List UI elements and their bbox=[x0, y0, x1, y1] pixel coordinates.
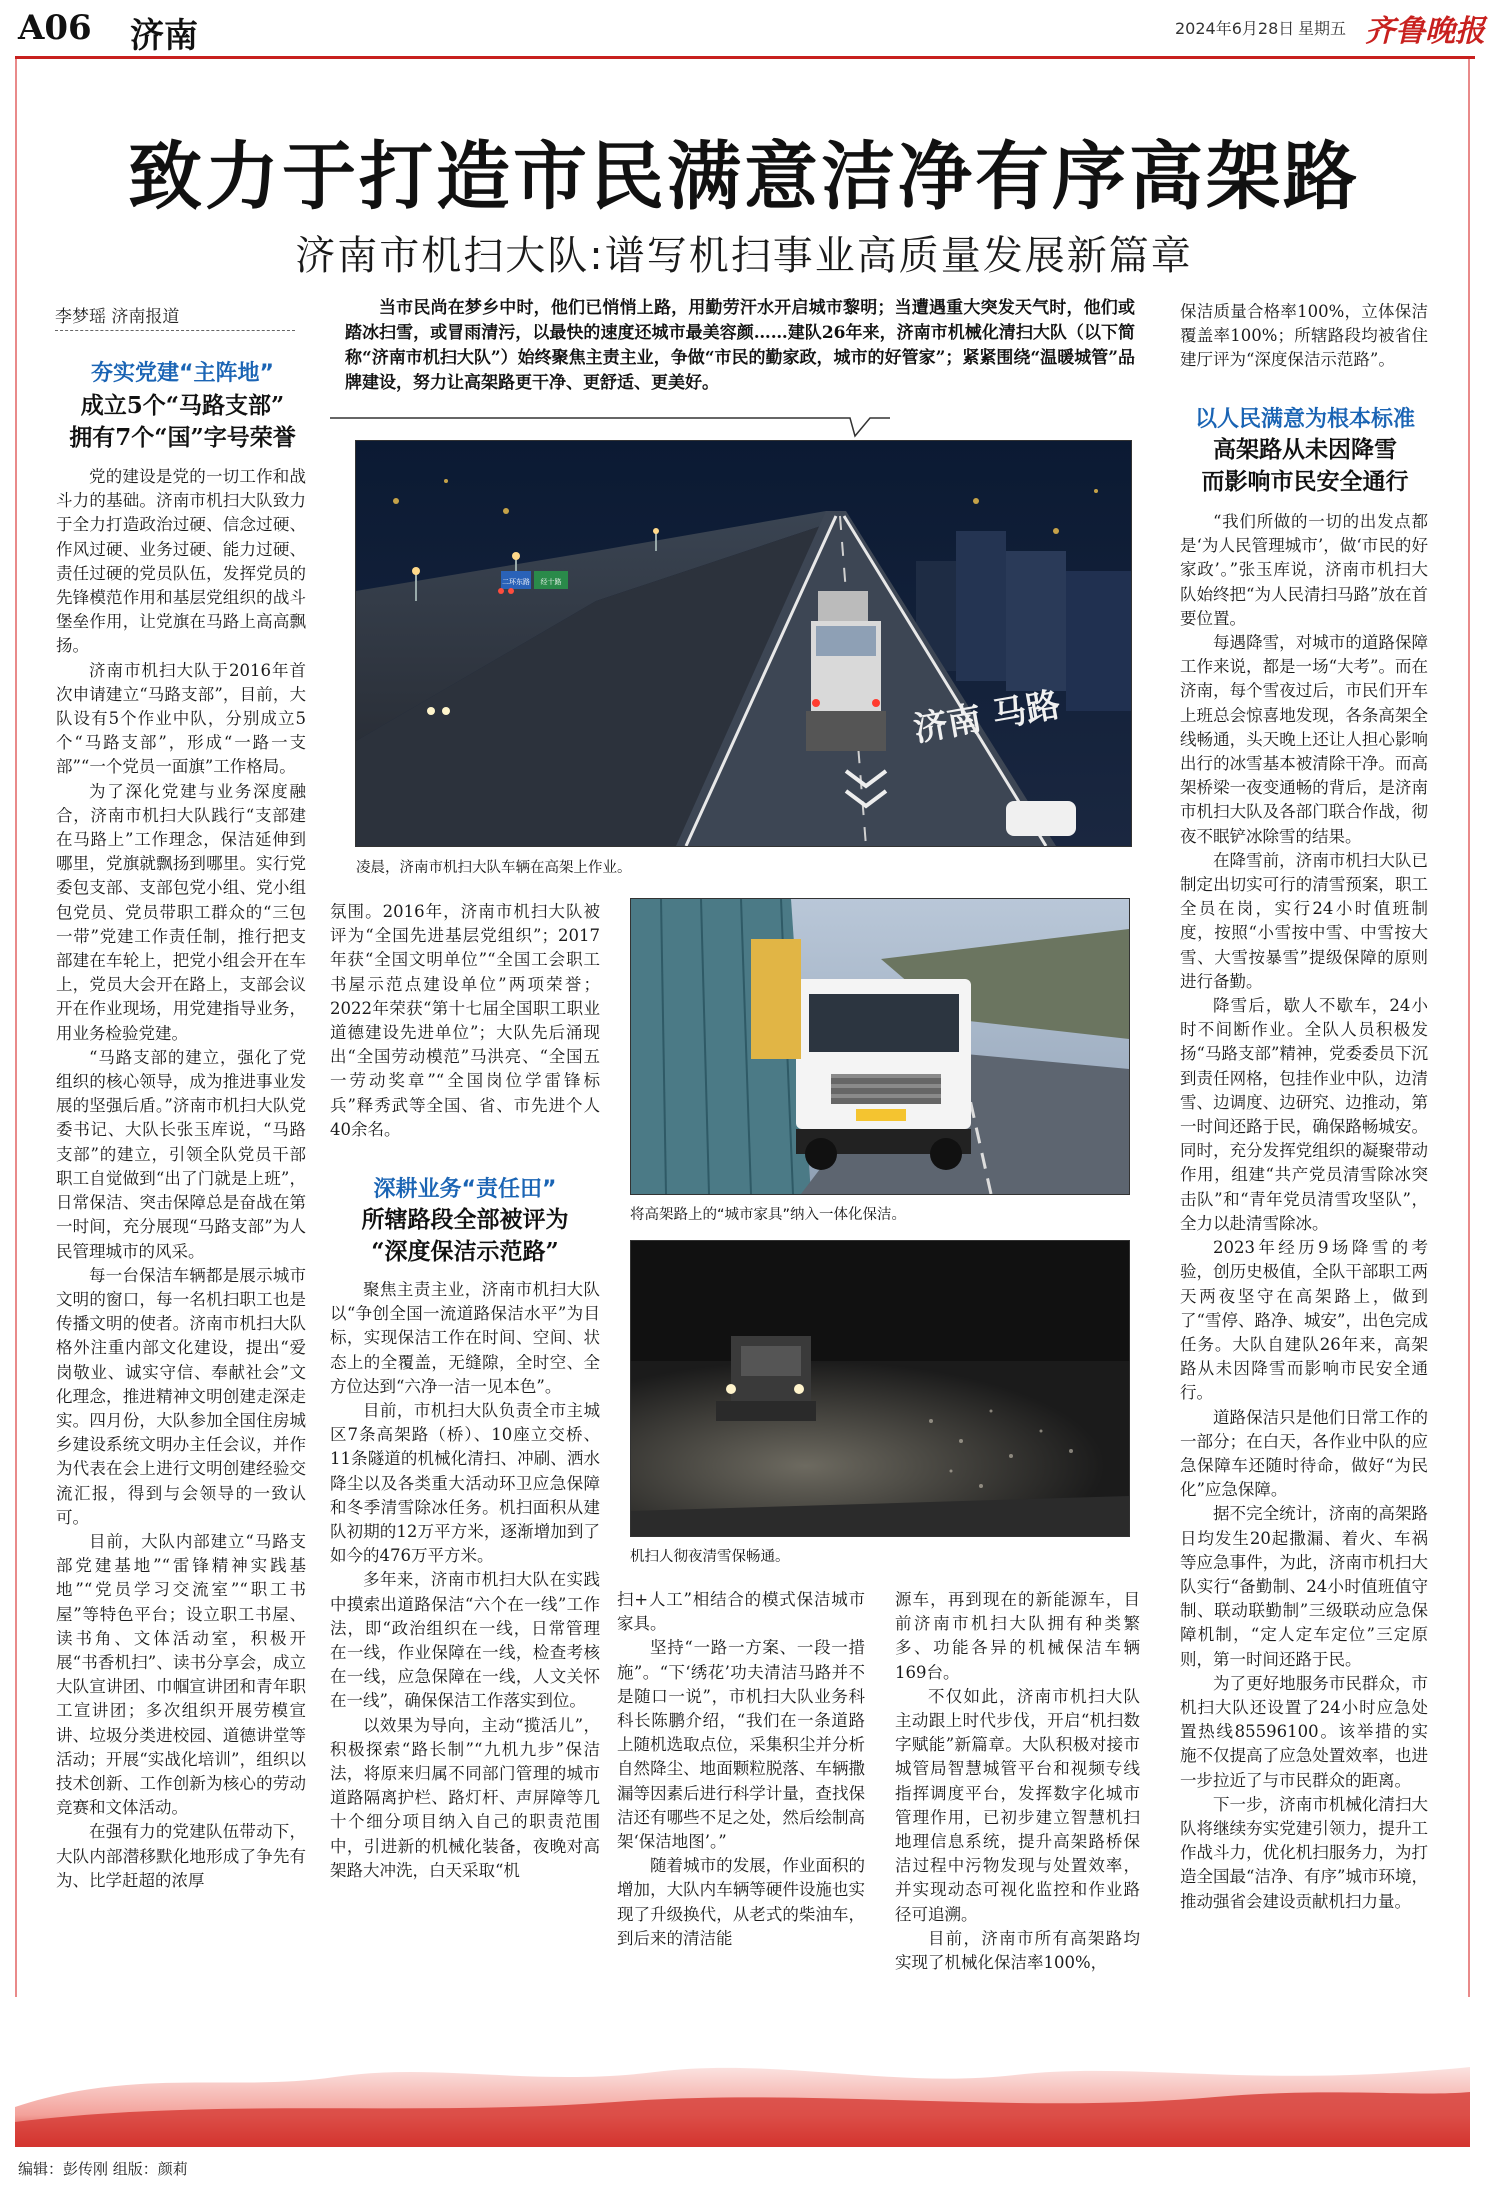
paragraph: 下一步，济南市机械化清扫大队将继续夯实党建引领力，提升工作战斗力，优化机扫服务力，为打造全国最“洁净、有序”城市环境，推动强省会建设贡献机扫力量。 bbox=[1180, 1794, 1428, 1911]
paragraph: 目前，市机扫大队负责全市主城区7条高架路（桥）、10座立交桥、11条隧道的机械化清扫、冲刷、洒水降尘以及各类重大活动环卫应急保障和冬季清雪除冰任务。机扫面积从建队初期的12万平方米，逐渐增加到了如今的476万平方米。 bbox=[330, 1401, 600, 1566]
paragraph: 据不完全统计，济南的高架路日均发生20起撒漏、着火、车祸等应急事件，为此，济南市机扫大队实行“备勤制、24小时值班值守制、联动联勤制”三级联动应急保障机制，“定人定车定位”三定原则，第一时间还路于民。 bbox=[1180, 1504, 1428, 1669]
paragraph: “我们所做的一切的出发点都是‘为人民管理城市’，做‘市民的好家政’。”张玉库说，济南市机扫大队始终把“为人民清扫马路”放在首要位置。 bbox=[1180, 512, 1428, 628]
road-marking: 济南 马路 bbox=[910, 684, 1064, 750]
column-1-body bbox=[56, 465, 306, 1893]
paragraph: 降雪后，歇人不歇车，24小时不间断作业。全队人员积极发扬“马路支部”精神，党委委员下沉到责任网格，包挂作业中队，边清雪、边调度、边研究、边推动，第一时间还路于民，确保路畅城安。同时，充分发挥党组织的凝聚带动作用，组建“共产党员清雪除冰突击队”和“青年党员清雪攻坚队”，全力以赴清雪除冰。 bbox=[1180, 996, 1428, 1233]
paragraph: 在强有力的党建队伍带动下，大队内部潜移默化地形成了争先有为、比学赶超的浓厚 bbox=[56, 1822, 306, 1890]
column-5-body bbox=[1180, 510, 1428, 1914]
headline: 致力于打造市民满意洁净有序高架路 bbox=[128, 134, 1360, 220]
paragraph: 源车，再到现在的新能源车，目前济南市机扫大队拥有种类繁多、功能各异的机械保洁车辆169台。 bbox=[895, 1590, 1140, 1682]
paragraph: 为了更好地服务市民群众，市机扫大队还设置了24小时应急处置热线85596100。该举措的实施不仅提高了应急处置效率，也进一步拉近了与市民群众的距离。 bbox=[1180, 1673, 1428, 1790]
subheadline: 济南市机扫大队:谱写机扫事业高质量发展新篇章 bbox=[295, 233, 1193, 279]
bottom-decoration-band bbox=[15, 1997, 1470, 2147]
paragraph: 不仅如此，济南市机扫大队主动跟上时代步伐，开启“机扫数字赋能”新篇章。大队积极对接市城管局智慧城管平台和视频专线指挥调度平台，发挥数字化城市管理作用，已初步建立智慧机扫地理信息系统，提升高架路桥保洁过程中污物发现与处置效率，并实现动态可视化监控和作业路径可追溯。 bbox=[895, 1686, 1140, 1924]
page-number: A06 bbox=[18, 8, 92, 48]
paragraph: 2023年经历9场降雪的考验，创历史极值，全队干部职工两天两夜坚守在高架路上，做到了“雪停、路净、城安”，出色完成任务。大队自建队26年来，高架路从未因降雪而影响市民安全通行。 bbox=[1180, 1238, 1428, 1403]
paragraph: 氛围。2016年，济南市机扫大队被评为“全国先进基层党组织”；2017年获“全国文明单位”“全国工会职工书屋示范点建设单位”两项荣誉；2022年荣获“第十七届全国职工职业道德建设先进单位”；大队先后涌现出“全国劳动模范”马洪亮、“全国五一劳动奖章”“全国岗位学雷锋标兵”释秀武等全国、省、市先进个人40余名。 bbox=[330, 902, 600, 1139]
paragraph: 每一台保洁车辆都是展示城市文明的窗口，每一名机扫职工也是传播文明的使者。济南市机扫大队格外注重内部文化建设，提出“爱岗敬业、诚实守信、奉献社会”文化理念，推进精神文明创建走深走实。四月份，大队参加全国住房城乡建设系统文明办主任会议，并作为代表在会上进行文明创建经验交流汇报，得到与会领导的一致认可。 bbox=[56, 1265, 306, 1527]
column-2-top bbox=[330, 900, 600, 1142]
section1-subheading-1: 成立5个“马路支部” bbox=[80, 392, 285, 419]
photo-night-snow-clearing bbox=[630, 1240, 1130, 1537]
paragraph: 在降雪前，济南市机扫大队已制定出切实可行的清雪预案，职工全员在岗，实行24小时值班制度，按照“小雪按中雪、中雪按大雪、大雪按暴雪”提级保障的原则进行备勤。 bbox=[1180, 850, 1428, 991]
issue-date: 2024年6月28日 bbox=[1175, 19, 1295, 38]
paragraph: 党的建设是党的一切工作和战斗力的基础。济南市机扫大队致力于全力打造政治过硬、信念过硬、作风过硬、业务过硬、能力过硬、责任过硬的党员队伍，发挥党员的先锋模范作用和基层党组织的战斗堡垒作用，让党旗在马路上高高飘扬。 bbox=[56, 467, 306, 656]
road-sign-b: 经十路 bbox=[540, 578, 562, 586]
section-name: 济南 bbox=[130, 16, 198, 56]
section3-blue-heading: 以人民满意为根本标准 bbox=[1194, 407, 1415, 432]
byline: 李梦瑶 济南报道 bbox=[55, 302, 295, 331]
newspaper-logo: 齐鲁晚报 bbox=[1365, 14, 1485, 49]
road-sign-a: 二环东路 bbox=[502, 578, 530, 586]
photo-night-viaduct bbox=[355, 440, 1132, 847]
column-2-body bbox=[330, 1278, 600, 1883]
issue-weekday: 星期五 bbox=[1298, 19, 1347, 38]
paragraph: 坚持“一路一方案、一段一措施”。“下‘绣花’功夫清洁马路并不是随口一说”，市机扫大队业务科科长陈鹏介绍，“我们在一条道路上随机选取点位，采集积尘并分析自然降尘、地面颗粒脱落、车辆撒漏等因素后进行科学计量，查找保洁还有哪些不足之处，然后绘制高架‘保洁地图’。” bbox=[617, 1638, 865, 1852]
paragraph: 随着城市的发展，作业面积的增加，大队内车辆等硬件设施也实现了升级换代，从老式的柴油车，到后来的清洁能 bbox=[617, 1856, 865, 1948]
photo-truck-cleaning bbox=[630, 898, 1130, 1195]
paragraph: 为了深化党建与业务深度融合，济南市机扫大队践行“支部建在马路上”工作理念，保洁延伸到哪里，党旗就飘扬到哪里。实行党委包支部、支部包党小组、党小组包党员、党员带职工群众的“三包一带”党建工作责任制，推行把支部建在车轮上，把党小组会开在车上，党员大会开在路上，支部会议开在作业现场，用党建指导业务，用业务检验党建。 bbox=[56, 781, 306, 1043]
lead-paragraph: 当市民尚在梦乡中时，他们已悄悄上路，用勤劳汗水开启城市黎明；当遭遇重大突发天气时，他们或踏冰扫雪，或冒雨清污，以最快的速度还城市最美容颜……建队26年来，济南市机械化清扫大队（以下简称“济南市机扫大队”）始终聚焦主责主业，争做“市民的勤家政，城市的好管家”；紧紧围绕“温暖城管”品牌建设，努力让高架路更干净、更舒适、更美好。 bbox=[345, 298, 1135, 393]
paragraph: 道路保洁只是他们日常工作的一部分；在白天，各作业中队的应急保障车还随时待命，做好“为民化”应急保障。 bbox=[1180, 1407, 1428, 1500]
column-3-body bbox=[617, 1588, 865, 1951]
photo3-caption: 机扫人彻夜清雪保畅通。 bbox=[630, 1549, 790, 1565]
paragraph: 聚焦主责主业，济南市机扫大队以“争创全国一流道路保洁水平”为目标，实现保洁工作在时间、空间、状态上的全覆盖，无缝隙，全时空、全方位达到“六净一洁一见本色”。 bbox=[330, 1280, 600, 1396]
column-5-top bbox=[1180, 300, 1428, 373]
lead-callout-line bbox=[330, 408, 890, 442]
section2-blue-heading: 深耕业务“责任田” bbox=[373, 1177, 557, 1202]
paragraph: 以效果为导向，主动“揽活儿”，积极探索“路长制”“九机九步”保洁法，将原来归属不同部门管理的城市道路隔离护栏、路灯杆、声屏障等几十个细分项目纳入自己的职责范围中，引进新的机械化装备，夜晚对高架路大冲洗，白天采取“机 bbox=[330, 1715, 600, 1880]
column-4-body bbox=[895, 1588, 1140, 1975]
section1-blue-heading: 夯实党建“主阵地” bbox=[91, 361, 274, 386]
photo2-caption: 将高架路上的“城市家具”纳入一体化保洁。 bbox=[630, 1207, 907, 1223]
section2-subheading-2: “深度保洁示范路” bbox=[371, 1238, 559, 1265]
paragraph: 扫+人工”相结合的模式保洁城市家具。 bbox=[617, 1590, 865, 1634]
paragraph: 目前，济南市所有高架路均实现了机械化保洁率100%， bbox=[895, 1928, 1140, 1973]
paragraph: 目前，大队内部建立“马路支部党建基地”“雷锋精神实践基地”“党员学习交流室”“职工书屋”等特色平台；设立职工书屋、读书角、文体活动室，积极开展“书香机扫”、读书分享会，成立大队宣讲团、巾帼宣讲团和青年职工宣讲团；多次组织开展劳模宣讲、垃圾分类进校园、道德讲堂等活动；开展“实战化培训”，组织以技术创新、工作创新为核心的劳动竞赛和文体活动。 bbox=[56, 1531, 306, 1818]
paragraph: 每遇降雪，对城市的道路保障工作来说，都是一场“大考”。而在济南，每个雪夜过后，市民们开车上班总会惊喜地发现，各条高架全线畅通，头天晚上还让人担心影响出行的冰雪基本被清除干净。而高架桥梁一夜变通畅的背后，是济南市机扫大队及各部门联合作战，彻夜不眠铲冰除雪的结果。 bbox=[1180, 633, 1428, 846]
paragraph: 济南市机扫大队于2016年首次申请建立“马路支部”，目前，大队设有5个作业中队，分别成立5个“马路支部”，形成“一路一支部”“一个党员一面旗”工作格局。 bbox=[56, 660, 306, 777]
section2-subheading-1: 所辖路段全部被评为 bbox=[361, 1206, 569, 1233]
section3-subheading-2: 而影响市民安全通行 bbox=[1201, 468, 1409, 495]
editor-credits: 编辑：彭传刚 组版：颜莉 bbox=[18, 2160, 188, 2178]
paragraph: “马路支部的建立，强化了党组织的核心领导，成为推进事业发展的坚强后盾。”济南市机扫大队党委书记、大队长张玉库说，“马路支部”的建立，引领全队党员干部职工自觉做到“出了门就是上班”，日常保洁、突击保障总是奋战在第一时间，充分展现“马路支部”为人民管理城市的风采。 bbox=[56, 1047, 306, 1261]
paragraph: 多年来，济南市机扫大队在实践中摸索出道路保洁“六个在一线”工作法，即“政治组织在一线，日常管理在一线，作业保障在一线，检查考核在一线，应急保障在一线，人文关怀在一线”，确保保洁工作落实到位。 bbox=[330, 1570, 600, 1711]
section1-subheading-2: 拥有7个“国”字号荣誉 bbox=[69, 424, 296, 451]
section3-subheading-1: 高架路从未因降雪 bbox=[1213, 436, 1397, 463]
paragraph: 保洁质量合格率100%，立体保洁覆盖率100%；所辖路段均被省住建厅评为“深度保洁示范路”。 bbox=[1180, 302, 1428, 370]
photo1-caption: 凌晨，济南市机扫大队车辆在高架上作业。 bbox=[356, 860, 632, 876]
